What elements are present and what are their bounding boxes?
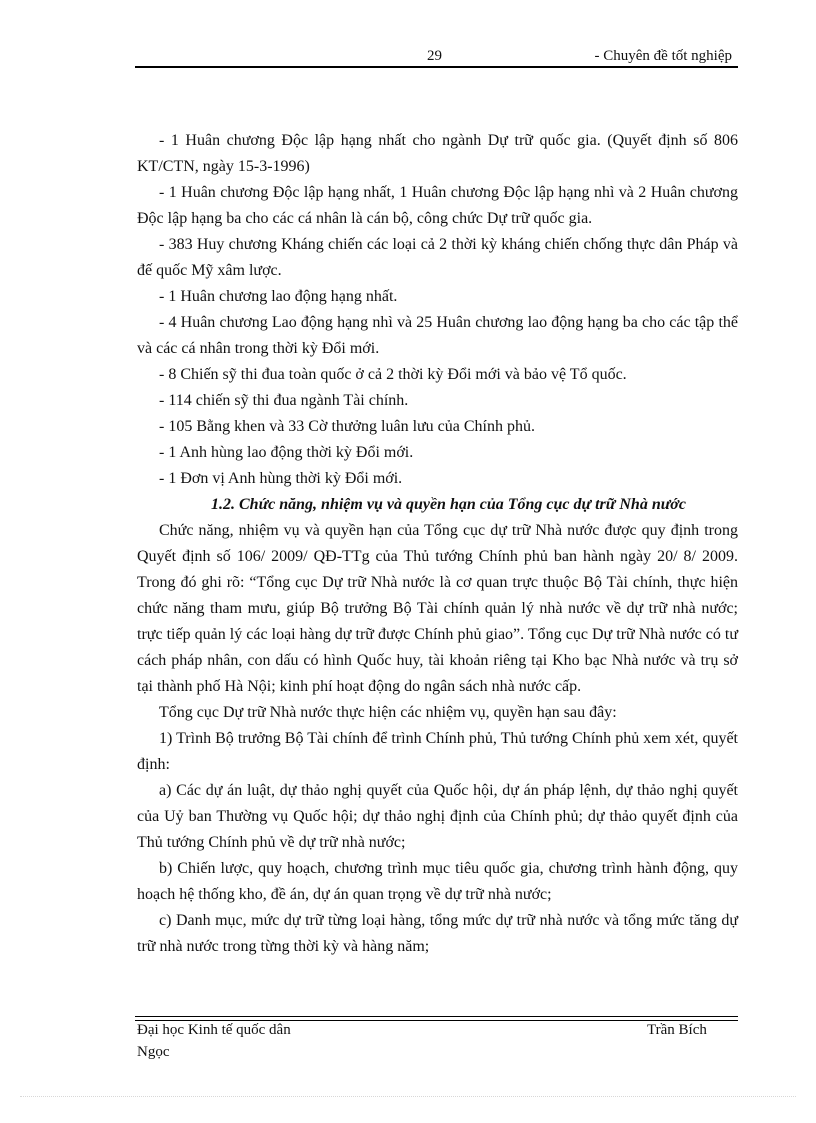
paragraph: - 383 Huy chương Kháng chiến các loại cả 2 thời kỳ kháng chiến chống thực dân Pháp và đế quốc Mỹ xâm lược. [137, 236, 738, 279]
footer-university: Đại học Kinh tế quốc dân [137, 1022, 291, 1038]
paragraph: 1) Trình Bộ trưởng Bộ Tài chính để trình Chính phủ, Thủ tướng Chính phủ xem xét, quyết định: [137, 730, 738, 773]
paragraph: - 114 chiến sỹ thi đua ngành Tài chính. [159, 392, 409, 409]
footer-rule [135, 1016, 738, 1021]
paragraph: - 1 Huân chương Độc lập hạng nhất cho ngành Dự trữ quốc gia. (Quyết định số 806 KT/CTN, ngày 15-3-1996) [137, 132, 738, 175]
paragraph: - 1 Anh hùng lao động thời kỳ Đổi mới. [159, 444, 414, 461]
paragraph: - 1 Đơn vị Anh hùng thời kỳ Đổi mới. [159, 470, 403, 487]
paragraph: - 1 Huân chương lao động hạng nhất. [159, 288, 398, 305]
footer-author: Trần Bích [647, 1022, 707, 1038]
paragraph: - 105 Bằng khen và 33 Cờ thưởng luân lưu của Chính phủ. [159, 418, 535, 435]
page-edge [20, 1096, 796, 1097]
paragraph: Chức năng, nhiệm vụ và quyền hạn của Tổng cục dự trữ Nhà nước được quy định trong Quyết định số 106/ 2009/ QĐ-TTg của Thủ tướng Chính phủ ban hành ngày 20/ 8/ 2009. Trong đó ghi rõ: “Tổng cục Dự trữ Nhà nước là cơ quan trực thuộc Bộ Tài chính, thực hiện chức năng tham mưu, giúp Bộ trưởng Bộ Tài chính quản lý nhà nước về dự trữ nhà nước; trực tiếp quản lý các loại hàng dự trữ được Chính phủ giao”. Tổng cục Dự trữ Nhà nước có tư cách pháp nhân, con dấu có hình Quốc huy, tài khoản riêng tại Kho bạc Nhà nước và trụ sở tại thành phố Hà Nội; kinh phí hoạt động do ngân sách nhà nước cấp. [137, 522, 738, 695]
header-title: - Chuyên đề tốt nghiệp [594, 48, 732, 64]
document-body [137, 128, 738, 960]
page-number: 29 [427, 48, 442, 64]
paragraph: a) Các dự án luật, dự thảo nghị quyết của Quốc hội, dự án pháp lệnh, dự thảo nghị quyết của Uỷ ban Thường vụ Quốc hội; dự thảo nghị định của Chính phủ; dự thảo quyết định của Thủ tướng Chính phủ về dự trữ nhà nước; [137, 782, 738, 851]
footer-author-continued: Ngọc [137, 1044, 170, 1060]
paragraph: - 1 Huân chương Độc lập hạng nhất, 1 Huân chương Độc lập hạng nhì và 2 Huân chương Độc lập hạng ba cho các cá nhân là cán bộ, công chức Dự trữ quốc gia. [137, 184, 738, 227]
page-header [135, 44, 738, 68]
paragraph: b) Chiến lược, quy hoạch, chương trình mục tiêu quốc gia, chương trình hành động, quy hoạch hệ thống kho, đề án, dự án quan trọng về dự trữ nhà nước; [137, 860, 738, 903]
section-heading: 1.2. Chức năng, nhiệm vụ và quyền hạn của Tổng cục dự trữ Nhà nước [211, 496, 686, 513]
paragraph: - 4 Huân chương Lao động hạng nhì và 25 Huân chương lao động hạng ba cho các tập thể và các cá nhân trong thời kỳ Đổi mới. [137, 314, 738, 357]
paragraph: - 8 Chiến sỹ thi đua toàn quốc ở cả 2 thời kỳ Đổi mới và bảo vệ Tổ quốc. [159, 366, 627, 383]
paragraph: c) Danh mục, mức dự trữ từng loại hàng, tổng mức dự trữ nhà nước và tổng mức tăng dự trữ nhà nước trong từng thời kỳ và hàng năm; [137, 912, 738, 955]
paragraph: Tổng cục Dự trữ Nhà nước thực hiện các nhiệm vụ, quyền hạn sau đây: [159, 704, 617, 721]
